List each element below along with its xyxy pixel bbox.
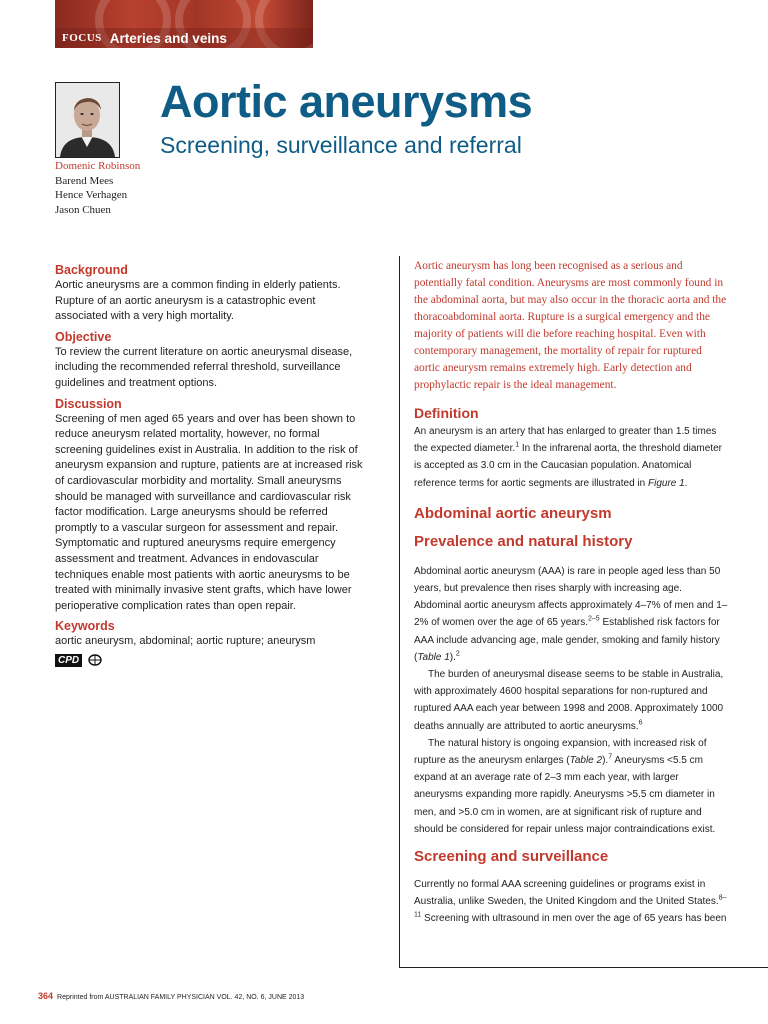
objective-text: To review the current literature on aortic aneurysmal disease, including the recommended referral threshold, surveillance guidelines and treatment options.: [55, 345, 353, 389]
section-banner: [55, 0, 313, 48]
section-label: Arteries and veins: [109, 30, 227, 46]
cpd-badge-icon: CPD: [55, 654, 82, 667]
prevalence-paragraph-1: Abdominal aortic aneurysm (AAA) is rare in people aged less than 50 years, but prevalence then rises sharply with increasing age. Abdominal aortic aneurysm affects approximately 4–7% of men and 1–2% of women over the age of 65 years.$^{2-5}$ Established risk factors for AAA include advancing age, male gender, smoking and family history (Table 1).$^2$: [414, 565, 728, 663]
page-number: 364: [38, 991, 54, 1001]
aaa-heading: Abdominal aortic aneurysm: [414, 504, 612, 522]
prevalence-heading: Prevalence and natural history: [414, 532, 633, 550]
keywords-heading: Keywords: [55, 619, 115, 634]
online-globe-icon: [88, 654, 102, 666]
cpd-icons: [55, 654, 367, 667]
discussion-heading: Discussion: [55, 396, 122, 411]
author-photo: [55, 82, 120, 158]
author-name: Jason Chuen: [55, 203, 111, 216]
screening-heading: Screening and surveillance: [414, 848, 609, 866]
page-footer: [38, 991, 304, 1001]
right-column: [399, 256, 729, 968]
prevalence-paragraph-3: The natural history is ongoing expansion, with increased risk of rupture as the aneurysm enlarges (Table 2).$^7$ Aneurysms <5.5 cm expand at an average rate of 2–3 mm each year, with larger aneurysms expanding more rapidly. Aneurysms >5.5 cm diameter in men, and >5.0 cm in women, are at significant risk of rupture and should be considered for repair unless major contraindications exist.: [414, 737, 716, 835]
background-text: Aortic aneurysms are a common finding in elderly patients. Rupture of an aortic aneurysm is a catastrophic event associated with a very high mortality.: [55, 279, 341, 323]
intro-paragraph: Aortic aneurysm has long been recognised as a serious and potentially fatal condition. Aneurysms are most commonly found in the abdominal aorta, but may also occur in the thoracic aorta and the thoracoabdominal aorta. Rupture is a surgical emergency and the majority of patients will die before reaching hospital. Even with contemporary management, the mortality of repair for ruptured aortic aneurysm remains extremely high. Early detection and prophylactic repair is the ideal management.: [414, 260, 727, 391]
article-title: Aortic aneurysms: [160, 76, 533, 127]
objective-heading: Objective: [55, 329, 112, 344]
author-list: [55, 159, 140, 217]
citation-text: Reprinted from AUSTRALIAN FAMILY PHYSICIAN VOL. 42, NO. 6, JUNE 2013: [57, 994, 305, 1001]
background-heading: Background: [55, 263, 128, 277]
keywords-text: aortic aneurysm, abdominal; aortic rupture; aneurysm: [55, 635, 316, 648]
article-subtitle: Screening, surveillance and referral: [160, 132, 522, 158]
author-name: Domenic Robinson: [55, 160, 141, 172]
banner-tag: [55, 28, 313, 48]
screening-paragraph: Currently no formal AAA screening guidelines or programs exist in Australia, unlike Sweden, the United Kingdom and the United States.$^{8-11}$ Screening with ultrasound in men over the age of 65 years has been: [414, 879, 727, 925]
definition-paragraph: An aneurysm is an artery that has enlarged to greater than 1.5 times the expected diameter.$^1$ In the infrarenal aorta, the threshold diameter is accepted as 3.0 cm in the Caucasian population. Anatomical reference terms for aortic segments are illustrated in Figure 1.: [414, 426, 722, 489]
prevalence-paragraph-2: The burden of aneurysmal disease seems to be stable in Australia, with approximately 4600 hospital separations for non-ruptured and ruptured AAA each year between 1998 and 2008. Approximately 1000 deaths annually are attributed to aortic aneurysms.$^6$: [414, 669, 724, 732]
author-name: Barend Mees: [55, 174, 114, 187]
discussion-text: Screening of men aged 65 years and over has been shown to reduce aneurysm related mortality, however, no formal screening guidelines exist in Australia. In addition to the risk of aneurysm expansion and rupture, patients are at increased risk of cardiovascular morbidity and mortality. Small aneurysms should be managed with surveillance and cardiovascular risk factor modification. Large aneurysms should be referred promptly to a vascular surgeon for assessment and repair. Symptomatic and ruptured aneurysms require emergency assessment and treatment. Advances in endovascular techniques enable most patients with aortic aneurysms to be treated with minimally invasive stent grafts, which have lower perioperative complication rates than open repair.: [55, 412, 363, 612]
focus-label: FOCUS: [62, 32, 102, 44]
definition-heading: Definition: [414, 405, 479, 421]
column-rule: [399, 967, 768, 968]
author-name: Hence Verhagen: [55, 189, 128, 201]
abstract: [55, 262, 367, 667]
